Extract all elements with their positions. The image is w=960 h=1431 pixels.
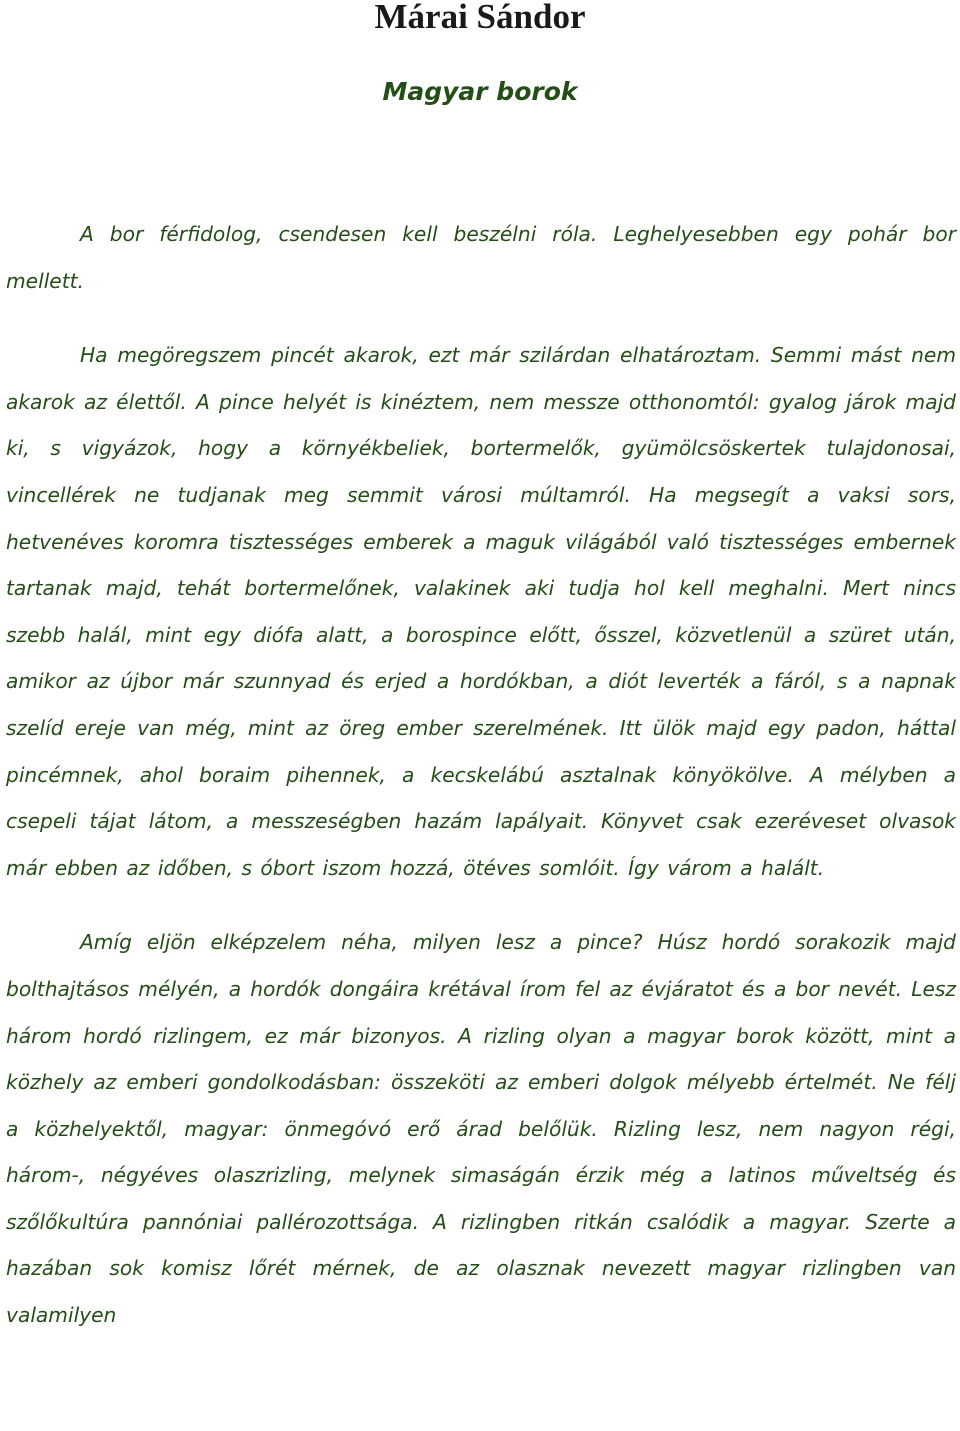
document-body <box>6 211 956 1339</box>
document-title: Magyar borok <box>382 77 578 106</box>
paragraph-1: A bor férfidolog, csendesen kell beszélni róla. Leghelyesebben egy pohár bor mellett. <box>6 222 956 293</box>
author-heading: Márai Sándor <box>374 0 586 36</box>
paragraph-2: Ha megöregszem pincét akarok, ezt már szilárdan elhatároztam. Semmi mást nem akarok az élettől. A pince helyét is kinéztem, nem messze otthonomtól: gyalog járok majd ki, s vigyázok, hogy a környékbeliek, bortermelők, gyümölcsöskertek tulajdonosai, vincellérek ne tudjanak meg semmit városi múltamról. Ha megsegít a vaksi sors, hetvenéves koromra tisztességes emberek a maguk világából való tisztességes embernek tartanak majd, tehát bortermelőnek, valakinek aki tudja hol kell meghalni. Mert nincs szebb halál, mint egy diófa alatt, a borospince előtt, ősszel, közvetlenül a szüret után, amikor az újbor már szunnyad és erjed a hordókban, a diót leverték a fáról, s a napnak szelíd ereje van még, mint az öreg ember szerelmének. Itt ülök majd egy padon, háttal pincémnek, ahol boraim pihennek, a kecskelábú asztalnak könyökölve. A mélyben a csepeli tájat látom, a messzeségben hazám lapályait. Könyvet csak ezeréveset olvasok már ebben az időben, s óbort iszom hozzá, ötéves somlóit. Így várom a halált. <box>6 343 956 880</box>
paragraph-3: Amíg eljön elképzelem néha, milyen lesz a pince? Húsz hordó sorakozik majd bolthajtásos mélyén, a hordók dongáira krétával írom fel az évjáratot és a bor nevét. Lesz három hordó rizlingem, ez már bizonyos. A rizling olyan a magyar borok között, mint a közhely az emberi gondolkodásban: összeköti az emberi dolgok mélyebb értelmét. Ne félj a közhelyektől, magyar: önmegóvó erő árad belőlük. Rizling lesz, nem nagyon régi, három-, négyéves olaszrizling, melynek simaságán érzik még a latinos műveltség és szőlőkultúra pannóniai pallérozottsága. A rizlingben ritkán csalódik a magyar. Szerte a hazában sok komisz lőrét mérnek, de az olasznak nevezett magyar rizlingben van valamilyen <box>6 930 956 1328</box>
